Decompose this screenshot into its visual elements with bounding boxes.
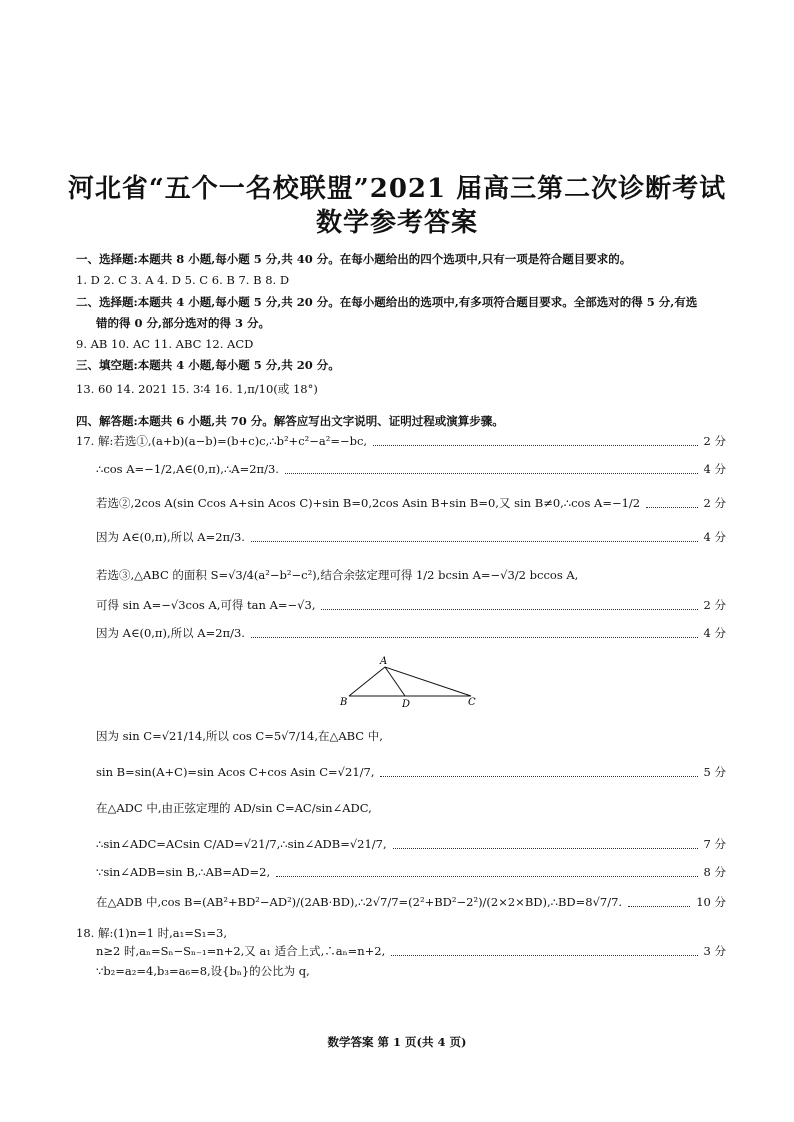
triangle-figure [335,655,485,710]
q17-score: 2 分 [703,434,726,448]
section2-heading-b: 错的得 0 分,部分选对的得 3 分。 [96,316,271,330]
q17-text: 在△ADC 中,由正弦定理的 AD/sin C=AC/sin∠ADC, [96,801,372,815]
triangle-abc [349,667,471,696]
leader-dots [251,628,698,638]
leader-dots [380,767,697,777]
label-c: C [468,697,476,708]
section3-answers: 13. 60 14. 2021 15. 3∶4 16. 1,π/10(或 18°) [76,382,318,396]
leader-dots [373,436,697,446]
label-d: D [402,699,411,710]
q17-text: sin B=sin(A+C)=sin Acos C+cos Asin C=√21/7, [96,765,375,779]
q17-text: 17. 解:若选①,(a+b)(a−b)=(b+c)c,∴b²+c²−a²=−bc, [76,434,368,448]
section2-heading-a: 二、选择题:本题共 4 小题,每小题 5 分,共 20 分。在每小题给出的选项中,有多项符合题目要求。全部选对的得 5 分,有选 [76,295,698,309]
q17-line [96,863,726,881]
segment-ad [385,667,405,696]
q17-score: 2 分 [703,496,726,510]
q17-score: 4 分 [703,530,726,544]
q17-text: 因为 A∈(0,π),所以 A=2π/3. [96,530,245,544]
q17-line [96,460,726,478]
leader-dots [251,532,698,542]
q17-score: 4 分 [703,626,726,640]
leader-dots [628,897,690,907]
q17-text: 若选②,2cos A(sin Ccos A+sin Acos C)+sin B=0,2cos Asin B+sin B=0,又 sin B≠0,∴cos A=−1/2 [96,496,641,510]
page-footer: 数学答案 第 1 页(共 4 页) [327,1035,467,1049]
q17-text: ∴sin∠ADC=ACsin C/AD=√21/7,∴sin∠ADB=√21/7, [96,837,387,851]
section4-heading: 四、解答题:本题共 6 小题,共 70 分。解答应写出文字说明、证明过程或演算步骤。 [76,414,504,428]
q17-line [76,432,726,450]
leader-dots [646,498,697,508]
q18-text: ∵b₂=a₂=4,b₃=a₆=8,设{bₙ}的公比为 q, [96,964,310,978]
q17-text: 若选③,△ABC 的面积 S=√3/4(a²−b²−c²),结合余弦定理可得 1/2 bcsin A=−√3/2 bccos A, [96,568,579,582]
leader-dots [321,600,697,610]
leader-dots [391,946,697,956]
section2-answers: 9. AB 10. AC 11. ABC 12. ACD [76,337,254,351]
q18-line [96,942,726,960]
q17-text: 因为 sin C=√21/14,所以 cos C=5√7/14,在△ABC 中, [96,729,383,743]
label-a: A [380,656,388,667]
q17-score: 8 分 [703,865,726,879]
q17-score: 10 分 [696,895,726,909]
q17-text: 可得 sin A=−√3cos A,可得 tan A=−√3, [96,598,316,612]
label-b: B [340,697,348,708]
q17-score: 5 分 [703,765,726,779]
q17-line [96,624,726,642]
q17-line [96,835,726,853]
exam-title: 河北省“五个一名校联盟”2021 届高三第二次诊断考试 [67,174,727,204]
q17-line [96,528,726,546]
q17-text: ∵sin∠ADB=sin B,∴AB=AD=2, [96,865,271,879]
q17-text: ∴cos A=−1/2,A∈(0,π),∴A=2π/3. [96,462,279,476]
q17-line [96,893,726,911]
leader-dots [276,867,697,877]
q17-text: 在△ADB 中,cos B=(AB²+BD²−AD²)/(2AB·BD),∴2√7/7=(2²+BD²−2²)/(2×2×BD),∴BD=8√7/7. [96,895,623,909]
leader-dots [285,464,698,474]
q17-text: 因为 A∈(0,π),所以 A=2π/3. [96,626,245,640]
q18-text: n≥2 时,aₙ=Sₙ−Sₙ₋₁=n+2,又 a₁ 适合上式,∴aₙ=n+2, [96,944,386,958]
leader-dots [393,839,698,849]
q18-text: 18. 解:(1)n=1 时,a₁=S₁=3, [76,926,227,940]
section1-heading: 一、选择题:本题共 8 小题,每小题 5 分,共 40 分。在每小题给出的四个选项中,只有一项是符合题目要求的。 [76,252,632,266]
q17-line [96,494,726,512]
exam-subtitle: 数学参考答案 [315,208,478,238]
section3-heading: 三、填空题:本题共 4 小题,每小题 5 分,共 20 分。 [76,358,340,372]
q18-score: 3 分 [703,944,726,958]
q17-score: 2 分 [703,598,726,612]
q17-score: 7 分 [703,837,726,851]
q17-line [96,596,726,614]
section1-answers: 1. D 2. C 3. A 4. D 5. C 6. B 7. B 8. D [76,273,290,287]
q17-line [96,763,726,781]
q17-score: 4 分 [703,462,726,476]
